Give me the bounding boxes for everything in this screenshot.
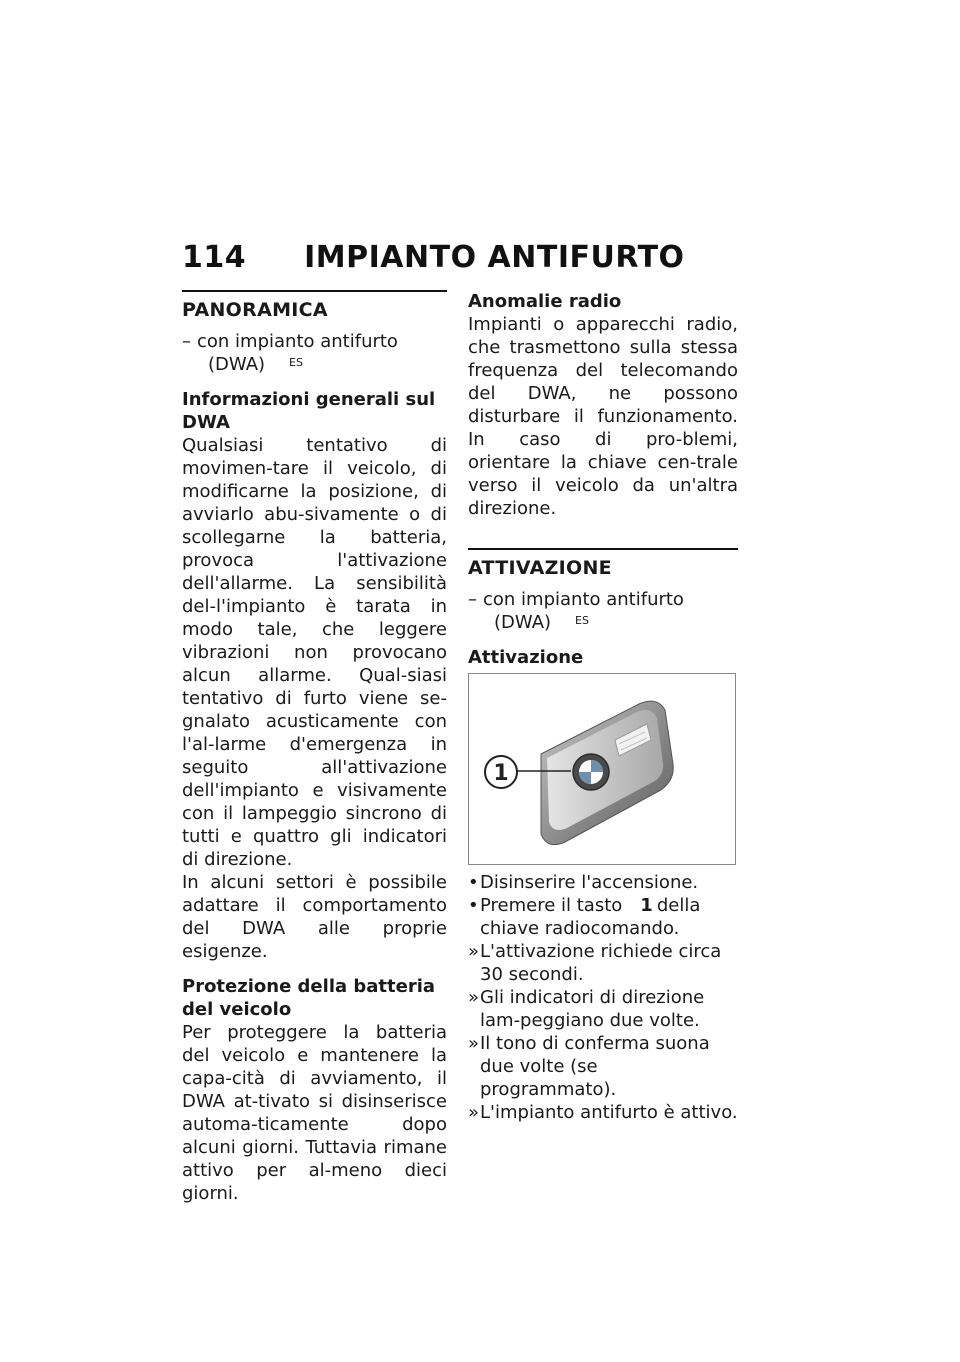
- info-paragraph-2: In alcuni settori è possibile adattare il comportamento del DWA alle proprie esigenze.: [182, 872, 447, 962]
- step-text-pre: Premere il tasto: [480, 895, 623, 916]
- result-text: L'impianto antifurto è attivo.: [480, 1102, 738, 1123]
- step-text-post: della chiave radiocomando.: [480, 895, 701, 939]
- section-title-attivazione: ATTIVAZIONE: [468, 557, 612, 579]
- variant-line2: (DWA): [494, 612, 552, 633]
- info-paragraph-1: Qualsiasi tentativo di movimen-tare il veicolo, di modificarne la posizione, di avviarlo abu-sivamente o di scollegarne la batteria, provoca l'attivazione dell'allarme. La sensibilità del-l'impianto è tarata in modo tale, che leggere vibrazioni non provocano alcun allarme. Qual-siasi tentativo di furto viene se-gnalato acusticamente con l'al-larme d'emergenza in seguito all'attivazione dell'impianto e visivamente con il lampeggio sincrono di tutti e quattro gli indicatori di direzione.: [182, 435, 447, 870]
- heading-radio-interference: Anomalie radio: [468, 291, 622, 312]
- step-ref-number: 1: [640, 895, 653, 916]
- heading-info-dwa: Informazioni generali sul DWA: [182, 389, 436, 433]
- page-header: [182, 240, 685, 275]
- result-arrow-icon: »: [468, 1102, 480, 1123]
- right-column: [468, 290, 738, 1124]
- variant-code: ES: [289, 356, 303, 369]
- variant-note: [468, 588, 738, 634]
- key-fob-figure: [468, 673, 736, 865]
- bullet-marker: •: [468, 895, 479, 916]
- heading-activation: Attivazione: [468, 647, 584, 668]
- radio-paragraph: Impianti o apparecchi radio, che trasmettono sulla stessa frequenza del telecomando del DWA, ne possono disturbare il funzionamento. In caso di pro-blemi, orientare la chiave cen-trale verso il veicolo da un'altra direzione.: [468, 314, 738, 519]
- variant-note: [182, 330, 447, 376]
- variant-line1: con impianto antifurto: [197, 331, 398, 352]
- result-text: Gli indicatori di direzione lam-peggiano due volte.: [480, 987, 705, 1031]
- dash-marker: –: [468, 589, 477, 610]
- result-arrow-icon: »: [468, 987, 480, 1008]
- result-arrow-icon: »: [468, 941, 480, 962]
- battery-paragraph: Per proteggere la batteria del veicolo e mantenere la capa-cità di avviamento, il DWA at-tivato si disinserisce automa-ticamente dopo alcuni giorni. Tuttavia rimane attivo per al-meno dieci giorni.: [182, 1022, 447, 1204]
- result-arrow-icon: »: [468, 1033, 480, 1054]
- list-item: [468, 940, 738, 986]
- list-item: [468, 1032, 738, 1101]
- list-item: [468, 986, 738, 1032]
- variant-line2: (DWA): [208, 354, 266, 375]
- section-rule: [468, 548, 738, 550]
- bullet-marker: •: [468, 872, 479, 893]
- callout-number: 1: [493, 761, 509, 786]
- dash-marker: –: [182, 331, 191, 352]
- variant-code: ES: [575, 614, 589, 627]
- result-text: Il tono di conferma suona due volte (se programmato).: [480, 1033, 710, 1100]
- variant-line1: con impianto antifurto: [483, 589, 684, 610]
- list-item: [468, 1101, 738, 1124]
- section-rule: [182, 290, 447, 292]
- step-text: Disinserire l'accensione.: [480, 872, 699, 893]
- chapter-title: IMPIANTO ANTIFURTO: [304, 240, 685, 275]
- left-column: [182, 290, 447, 1205]
- list-item: [468, 871, 738, 894]
- heading-battery-protection: Protezione della batteria del veicolo: [182, 976, 436, 1020]
- activation-steps: [468, 871, 738, 1124]
- page-number: 114: [182, 240, 247, 275]
- section-title-panoramica: PANORAMICA: [182, 299, 328, 321]
- key-fob-illustration: [469, 674, 736, 865]
- result-text: L'attivazione richiede circa 30 secondi.: [480, 941, 722, 985]
- list-item: [468, 894, 738, 940]
